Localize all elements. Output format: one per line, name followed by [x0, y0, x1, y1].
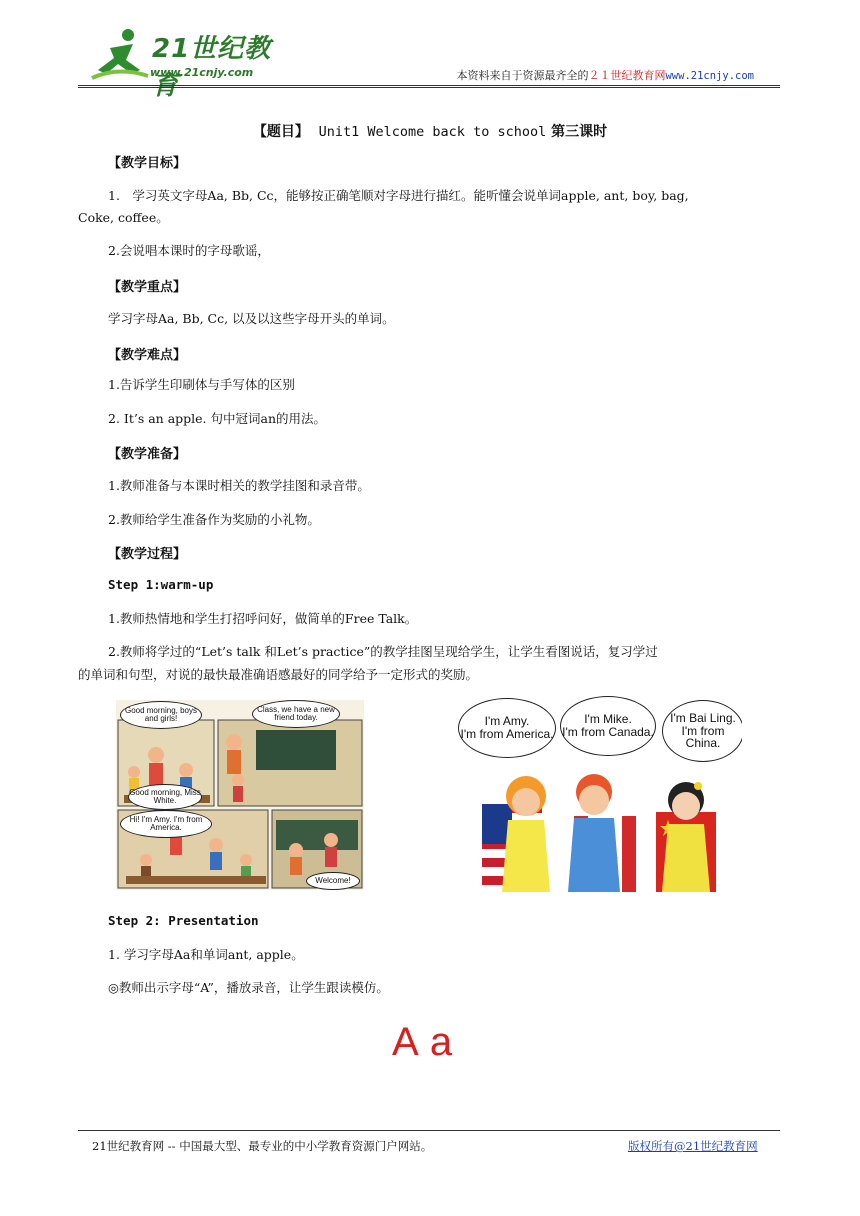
objectives-item1-line1: 1. 学习英文字母Aa, Bb, Cc，能够按正确笔顺对字母进行描红。能听懂会说单词apple, ant, boy, bag,: [108, 188, 689, 203]
comic-bubble-good-morning-class: Good morning, boys and girls!: [120, 701, 202, 729]
speech-bubble-mike: [560, 696, 656, 756]
header-note-site: ２１世纪教育网: [588, 69, 666, 82]
step2-item2: ◎教师出示字母“A”，播放录音，让学生跟读模仿。: [108, 980, 389, 995]
header-note-url[interactable]: www.21cnjy.com: [665, 70, 754, 82]
header-divider-second: [78, 87, 780, 88]
step1-item1: 1.教师热情地和学生打招呼问好，做简单的Free Talk。: [108, 611, 418, 626]
keypoints-heading: 【教学重点】: [108, 280, 187, 295]
speech-amy-line1: I'm Amy.: [484, 714, 530, 729]
comic-bubble-hi-amy: Hi! I'm Amy. I'm from America.: [120, 810, 212, 838]
letter-display: [392, 1020, 452, 1065]
site-logo: [88, 26, 288, 101]
title-unit: Unit1 Welcome back to school: [318, 124, 547, 140]
header-note: [456, 67, 754, 83]
speech-bubble-bai-ling: [662, 700, 742, 762]
header-divider: [78, 85, 780, 86]
page-title: [0, 121, 860, 141]
difficulties-item1: 1.告诉学生印刷体与手写体的区别: [108, 377, 295, 392]
step2-item1: 1. 学习字母Aa和单词ant, apple。: [108, 947, 304, 962]
comic-bubble-good-morning-miss: Good morning, Miss White.: [128, 784, 202, 810]
footer-copyright-link[interactable]: 版权所有@21世纪教育网: [628, 1139, 758, 1153]
difficulties-item2: 2. It’s an apple. 句中冠词an的用法。: [108, 411, 326, 426]
objectives-item2: 2.会说唱本课时的字母歌谣，: [108, 243, 270, 258]
process-heading: 【教学过程】: [108, 547, 187, 562]
speech-bailing-line1: I'm Bai Ling.: [670, 711, 736, 726]
footer-divider: [78, 1130, 780, 1131]
comic-bubble-welcome: Welcome!: [306, 872, 360, 890]
title-lesson: 第三课时: [551, 124, 608, 140]
runner-logo-icon: [88, 26, 158, 84]
preparation-item2: 2.教师给学生准备作为奖励的小礼物。: [108, 512, 320, 527]
header-note-prefix: 本资料来自于资源最齐全的: [456, 69, 589, 82]
speech-bailing-line2: I'm from China.: [681, 723, 725, 751]
step2-title: Step 2: Presentation: [108, 913, 259, 928]
step1-item2-line2: 的单词和句型，对说的最快最准确语感最好的同学给予一定形式的奖励。: [78, 667, 479, 682]
difficulties-heading: 【教学难点】: [108, 348, 187, 363]
logo-title: 21世纪教育: [152, 34, 272, 101]
title-bracket: 【题目】: [252, 124, 309, 140]
step1-item2-line1: 2.教师将学过的“Let’s talk 和Let’s practice”的教学挂图呈现给学生，让学生看图说话，复习学过: [108, 644, 658, 659]
letter-uppercase-a: A: [392, 1020, 419, 1064]
objectives-item1-line2: Coke, coffee。: [78, 210, 169, 225]
speech-amy-line2: I'm from America.: [460, 727, 554, 741]
speech-mike-line1: I'm Mike.: [584, 712, 632, 727]
logo-url: www.21cnjy.com: [150, 66, 254, 79]
introductions-image: [456, 696, 742, 892]
preparation-heading: 【教学准备】: [108, 447, 187, 462]
keypoints-text: 学习字母Aa, Bb, Cc, 以及以这些字母开头的单词。: [108, 311, 395, 326]
comic-bubble-new-friend: Class, we have a new friend today.: [252, 700, 340, 728]
preparation-item1: 1.教师准备与本课时相关的教学挂图和录音带。: [108, 478, 370, 493]
objectives-heading: 【教学目标】: [108, 156, 187, 171]
letter-lowercase-a: a: [429, 1020, 453, 1064]
footer-note: 21世纪教育网 -- 中国最大型、最专业的中小学教育资源门户网站。: [92, 1139, 433, 1153]
step1-title: Step 1:warm-up: [108, 577, 214, 592]
classroom-comic-image: [116, 700, 364, 890]
speech-bubble-amy: [458, 698, 556, 758]
speech-mike-line2: I'm from Canada.: [562, 725, 654, 739]
